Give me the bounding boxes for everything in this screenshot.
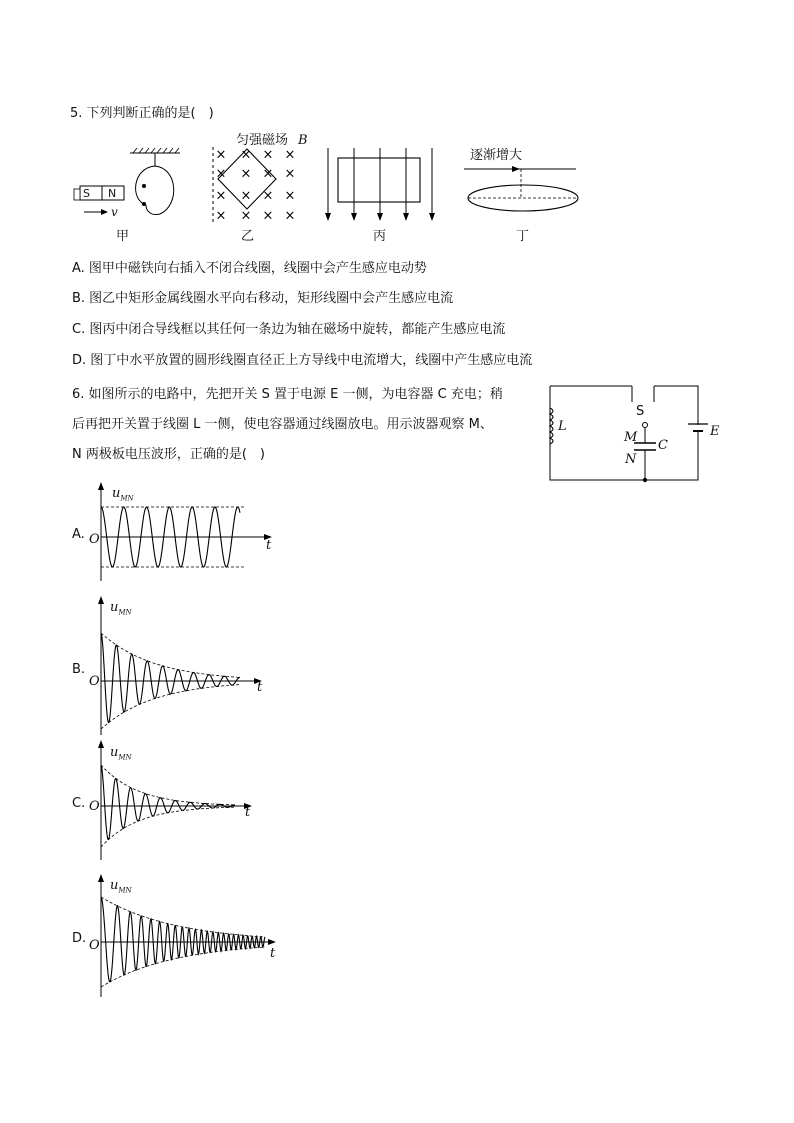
graph-c-upper-envelope [101, 765, 235, 805]
cross-mark: × [240, 166, 252, 182]
graph-c-waveform [101, 765, 235, 840]
circuit-label-s: S [636, 404, 645, 419]
q6-stem-line-1: 6. 如图所示的电路中，先把开关 S 置于电源 E 一侧，为电容器 C 充电；稍 [72, 387, 503, 402]
cross-mark: × [215, 208, 227, 224]
fig-bing-caption: 丙 [373, 229, 387, 244]
graph-d-y-arrow [98, 874, 104, 882]
circuit-label-l: L [558, 419, 567, 434]
cross-mark: × [284, 208, 296, 224]
cross-mark: × [284, 166, 296, 182]
q5-option-d: D. 图丁中水平放置的圆形线圈直径正上方导线中电流增大，线圈中产生感应电流 [72, 353, 533, 368]
q5-option-c: C. 图丙中闭合导线框以其任何一条边为轴在磁场中旋转，都能产生感应电流 [72, 322, 506, 337]
graph-d-x-arrow [268, 939, 276, 945]
graph-a-xlabel: t [266, 538, 272, 553]
graph-a-ylabel: $u_{MN}$ [112, 486, 134, 503]
graph-d-ylabel: $u_{MN}$ [110, 878, 132, 895]
graph-a-y-arrow [98, 482, 104, 490]
graph-a-origin: O [89, 532, 100, 547]
graph-b-xlabel: t [257, 680, 263, 695]
q6-stem-line-2: 后再把开关置于线圈 L 一侧，使电容器通过线圈放电。用示波器观察 M、 [72, 417, 493, 432]
cross-mark: × [262, 147, 274, 163]
cross-mark: × [215, 166, 227, 182]
graph-b-y-arrow [98, 596, 104, 604]
graph-a-option: A. [72, 527, 85, 542]
graph-b-origin: O [89, 674, 100, 689]
field-label: 匀强磁场 [236, 133, 289, 148]
circuit-label-e: E [710, 424, 720, 439]
field-var-label: B [298, 133, 308, 148]
q5-option-a: A. 图甲中磁铁向右插入不闭合线圈，线圈中会产生感应电动势 [72, 261, 427, 276]
graph-b-ylabel: $u_{MN}$ [110, 600, 132, 617]
fig-jia-caption: 甲 [116, 229, 130, 244]
graph-c-xlabel: t [245, 805, 251, 820]
magnet-n-label: N [108, 187, 117, 200]
cross-mark: × [240, 188, 252, 204]
circuit-label-c: C [658, 438, 668, 453]
cross-mark: × [262, 208, 274, 224]
graph-b-option: B. [72, 662, 86, 677]
graph-d-xlabel: t [270, 946, 276, 961]
cross-mark: × [262, 166, 274, 182]
cross-mark: × [284, 147, 296, 163]
current-label: 逐渐增大 [470, 148, 523, 163]
q5-stem: 5. 下列判断正确的是( ) [70, 106, 214, 121]
circuit-label-m: M [624, 430, 638, 445]
cross-mark: × [262, 188, 274, 204]
cross-mark: × [240, 208, 252, 224]
cross-mark: × [215, 188, 227, 204]
fig-ding-caption: 丁 [516, 229, 530, 244]
graph-d-origin: O [89, 938, 100, 953]
graph-d-option: D. [72, 931, 87, 946]
graph-b-lower-envelope [101, 685, 239, 729]
graph-c-y-arrow [98, 740, 104, 748]
graph-b-upper-envelope [101, 633, 239, 677]
velocity-label: v [111, 205, 118, 219]
fig-yi-caption: 乙 [241, 229, 255, 244]
magnet-s-label: S [83, 187, 90, 200]
cross-mark: × [284, 188, 296, 204]
graph-c-origin: O [89, 799, 100, 814]
circuit-label-n: N [625, 452, 637, 467]
q6-stem-line-3: N 两极板电压波形，正确的是( ) [72, 447, 266, 462]
graph-c-ylabel: $u_{MN}$ [110, 745, 132, 762]
cross-mark: × [215, 147, 227, 163]
graph-c-option: C. [72, 796, 86, 811]
q5-option-b: B. 图乙中矩形金属线圈水平向右移动，矩形线圈中会产生感应电流 [72, 291, 454, 306]
cross-mark: × [240, 147, 252, 163]
graph-b-waveform [101, 633, 240, 723]
